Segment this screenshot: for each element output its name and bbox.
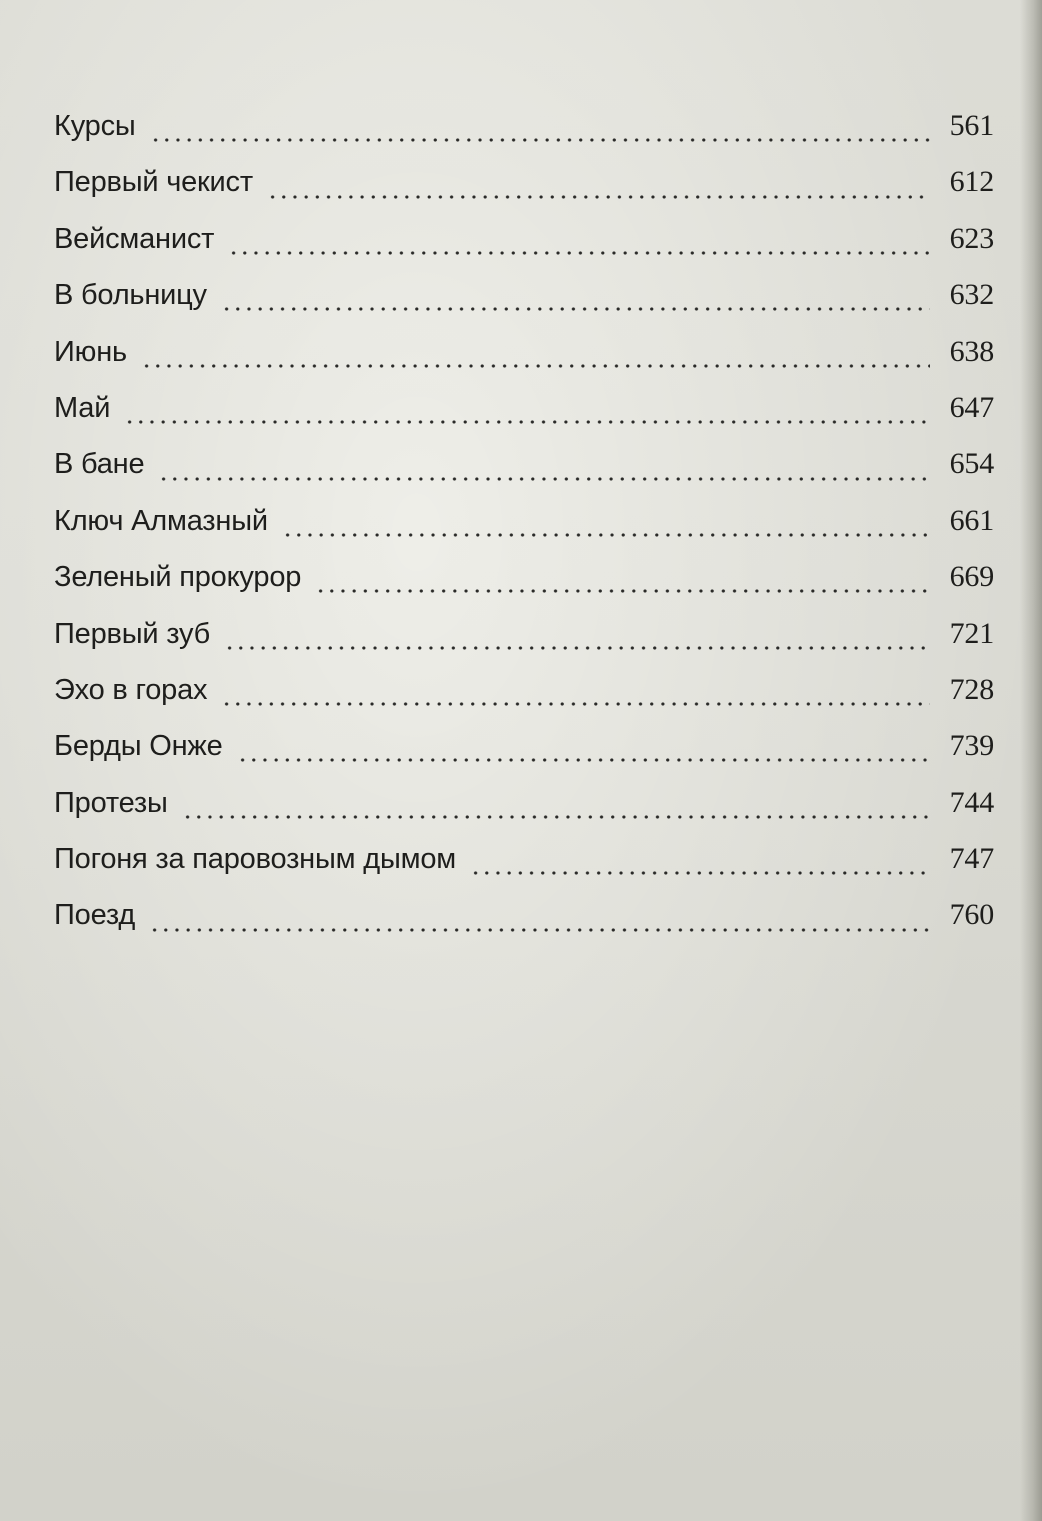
toc-entry-page: 739: [949, 729, 994, 763]
toc-entry-v-bane: [54, 436, 994, 492]
table-of-contents: [54, 98, 994, 944]
dot-leader: [124, 420, 930, 424]
toc-entry-page: 760: [949, 898, 994, 932]
dot-leader: [158, 477, 930, 481]
toc-entry-title: Первый чекист: [54, 166, 253, 199]
dot-leader: [228, 251, 930, 255]
dot-leader: [221, 702, 930, 706]
toc-entry-ekho-v-gorakh: [54, 662, 994, 718]
toc-entry-title: Ключ Алмазный: [54, 504, 268, 537]
dot-leader: [224, 646, 930, 650]
dot-leader: [150, 138, 930, 142]
toc-entry-title: Вейсманист: [54, 222, 215, 255]
dot-leader: [282, 533, 930, 537]
dot-leader: [267, 195, 930, 199]
toc-entry-may: [54, 380, 994, 436]
toc-entry-title: В больницу: [54, 279, 207, 312]
dot-leader: [149, 928, 930, 932]
toc-entry-pogonya: [54, 831, 994, 887]
toc-entry-title: Берды Онже: [54, 730, 223, 763]
dot-leader: [182, 815, 930, 819]
toc-entry-page: 632: [949, 278, 994, 312]
toc-entry-title: Зеленый прокурор: [54, 561, 302, 594]
toc-entry-page: 744: [949, 785, 994, 819]
toc-entry-page: 623: [949, 221, 994, 255]
toc-entry-pervyy-chekist: [54, 154, 994, 210]
toc-entry-page: 647: [949, 390, 994, 424]
toc-entry-title: Протезы: [54, 786, 168, 819]
dot-leader: [470, 871, 930, 875]
toc-entry-veysmanist: [54, 211, 994, 267]
toc-entry-title: Июнь: [54, 335, 127, 368]
toc-entry-title: Поезд: [54, 899, 136, 932]
toc-entry-title: Погоня за паровозным дымом: [54, 843, 456, 876]
toc-entry-page: 721: [949, 616, 994, 650]
toc-entry-zelenyy-prokuror: [54, 549, 994, 605]
toc-entry-page: 661: [949, 503, 994, 537]
toc-entry-page: 561: [949, 109, 994, 142]
dot-leader: [315, 589, 930, 593]
dot-leader: [141, 364, 930, 368]
toc-entry-kursy: [54, 98, 994, 154]
toc-entry-page: 612: [949, 165, 994, 199]
toc-entry-page: 728: [949, 672, 994, 706]
toc-entry-title: Первый зуб: [54, 617, 211, 650]
toc-entry-page: 669: [949, 560, 994, 594]
dot-leader: [237, 758, 930, 762]
toc-entry-page: 654: [949, 447, 994, 481]
toc-entry-page: 638: [949, 334, 994, 368]
dot-leader: [221, 307, 930, 311]
toc-entry-title: Май: [54, 391, 111, 424]
toc-entry-iyun: [54, 324, 994, 380]
toc-entry-title: В бане: [54, 448, 145, 481]
toc-entry-protezy: [54, 775, 994, 831]
toc-entry-berdy-onzhe: [54, 718, 994, 774]
toc-entry-klyuch-almaznyy: [54, 493, 994, 549]
toc-entry-v-bolnitsu: [54, 267, 994, 323]
page-edge-shadow: [1020, 0, 1042, 1521]
toc-entry-pervyy-zub: [54, 606, 994, 662]
toc-entry-page: 747: [949, 842, 994, 876]
toc-entry-title: Эхо в горах: [54, 673, 208, 706]
toc-entry-title: Курсы: [54, 110, 136, 142]
toc-entry-poezd: [54, 887, 994, 943]
